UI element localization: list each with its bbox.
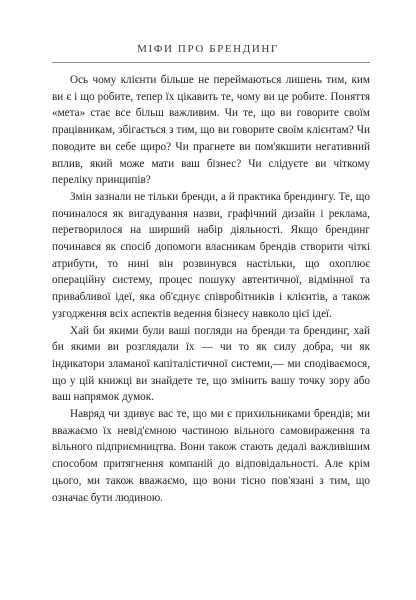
header-rule — [52, 62, 370, 63]
running-head: МІФИ ПРО БРЕНДИНГ — [137, 43, 279, 55]
body-text — [52, 72, 370, 506]
paragraph-2: Змін зазнали не тільки бренди, а й практика брендингу. Те, що починалося як вигадування назви, графічний дизайн і реклама, перетворилося на ширший набір діяльності. Якщо брендинг починався як спосіб допомоги власникам брендів створити чіткі атрибути, то нині він розвинувся настільки, що охоплює операційну систему, процес пошуку автентичної, відмінної та привабливої ідеї, яка об'єднує співробітників і клієнтів, а також узгодження всіх аспектів ведення бізнесу навколо цієї ідеї. — [52, 190, 370, 320]
paragraph-4: Навряд чи здивує вас те, що ми є прихильниками брендів; ми вважаємо їх невід'ємною частиною вільного самовираження та вільного підприємництва. Вони також стають дедалі важливішим способом притягнення компаній до відповідальності. Але крім цього, ми також вважаємо, що вони тісно пов'язані з тим, що означає бути людиною. — [52, 408, 370, 504]
paragraph-3: Хай би якими були ваші погляди на бренди та брендинг, хай би якими ви розглядали їх — чи то як силу добра, чи як індикатори зламаної капіталістичної системи,— ми сподіваємося, що у цій книжці ви знайдете те, що змінить вашу точку зору або ваш напрямок думок. — [52, 324, 370, 404]
paragraph-1: Ось чому клієнти більше не переймаються лишень тим, ким ви є і що робите, тепер їх цікавить те, чому ви це робите. Поняття «мета» стає все більш важливим. Чи те, що ви говорите своїм працівникам, збігається з тим, що ви говорите своїм клієнтам? Чи поводите ви себе щиро? Чи прагнете ви пом'якшити негативний вплив, який може мати ваш бізнес? Чи слідуєте ви чіткому переліку принципів? — [52, 74, 370, 187]
